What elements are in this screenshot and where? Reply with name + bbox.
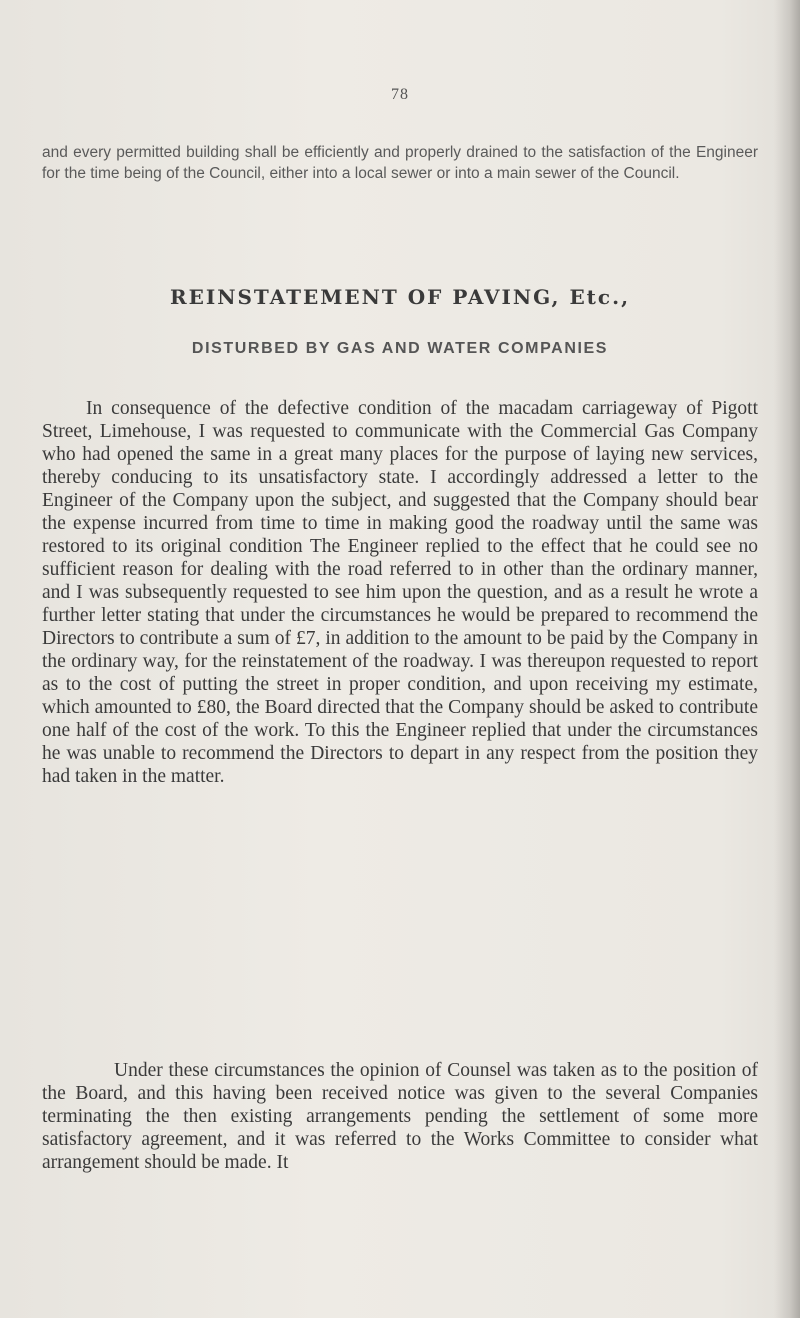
page-number: 78	[391, 86, 409, 103]
section-subheading: DISTURBED BY GAS AND WATER COMPANIES	[191, 340, 609, 357]
body-paragraph-1: In consequence of the defective condition of the macadam carriageway of Pigott Street, Limehouse, I was requested to communicate with the Commercial Gas Company who had opened the same in a great many places for the purpose of laying new services, thereby conducing to its unsatisfactory state. I accordingly addressed a letter to the Engineer of the Company upon the subject, and suggested that the Company should bear the expense incurred from time to time in making good the roadway until the same was restored to its original condition The Engineer replied to the effect that he could see no sufficient reason for dealing with the road referred to in other than the ordinary manner, and I was subsequently requested to see him upon the question, and as a result he wrote a further letter stating that under the circumstances he would be prepared to recommend the Directors to contribute a sum of £7, in addition to the amount to be paid by the Company in the ordinary way, for the reinstatement of the roadway. I was thereupon requested to report as to the cost of putting the street in proper condition, and upon receiving my estimate, which amounted to £80, the Board directed that the Company should be asked to contribute one half of the cost of the work. To this the Engineer replied that under the circumstances he was unable to recommend the Directors to depart in any respect from the position they had taken in the matter.	[42, 398, 758, 787]
section-heading: REINSTATEMENT OF PAVING, Etc.,	[169, 285, 631, 309]
page-edge-shadow	[774, 0, 800, 1318]
intro-paragraph: and every permitted building shall be efficiently and properly drained to the satisfaction of the Engineer for the time being of the Council, either into a local sewer or into a main sewer of the Council.	[42, 144, 758, 182]
body-paragraph-2: Under these circumstances the opinion of Counsel was taken as to the position of the Board, and this having been received notice was given to the several Companies terminating the then existing arrangements pending the settlement of some more satisfactory agreement, and it was referred to the Works Committee to consider what arrangement should be made. It	[42, 1060, 758, 1173]
